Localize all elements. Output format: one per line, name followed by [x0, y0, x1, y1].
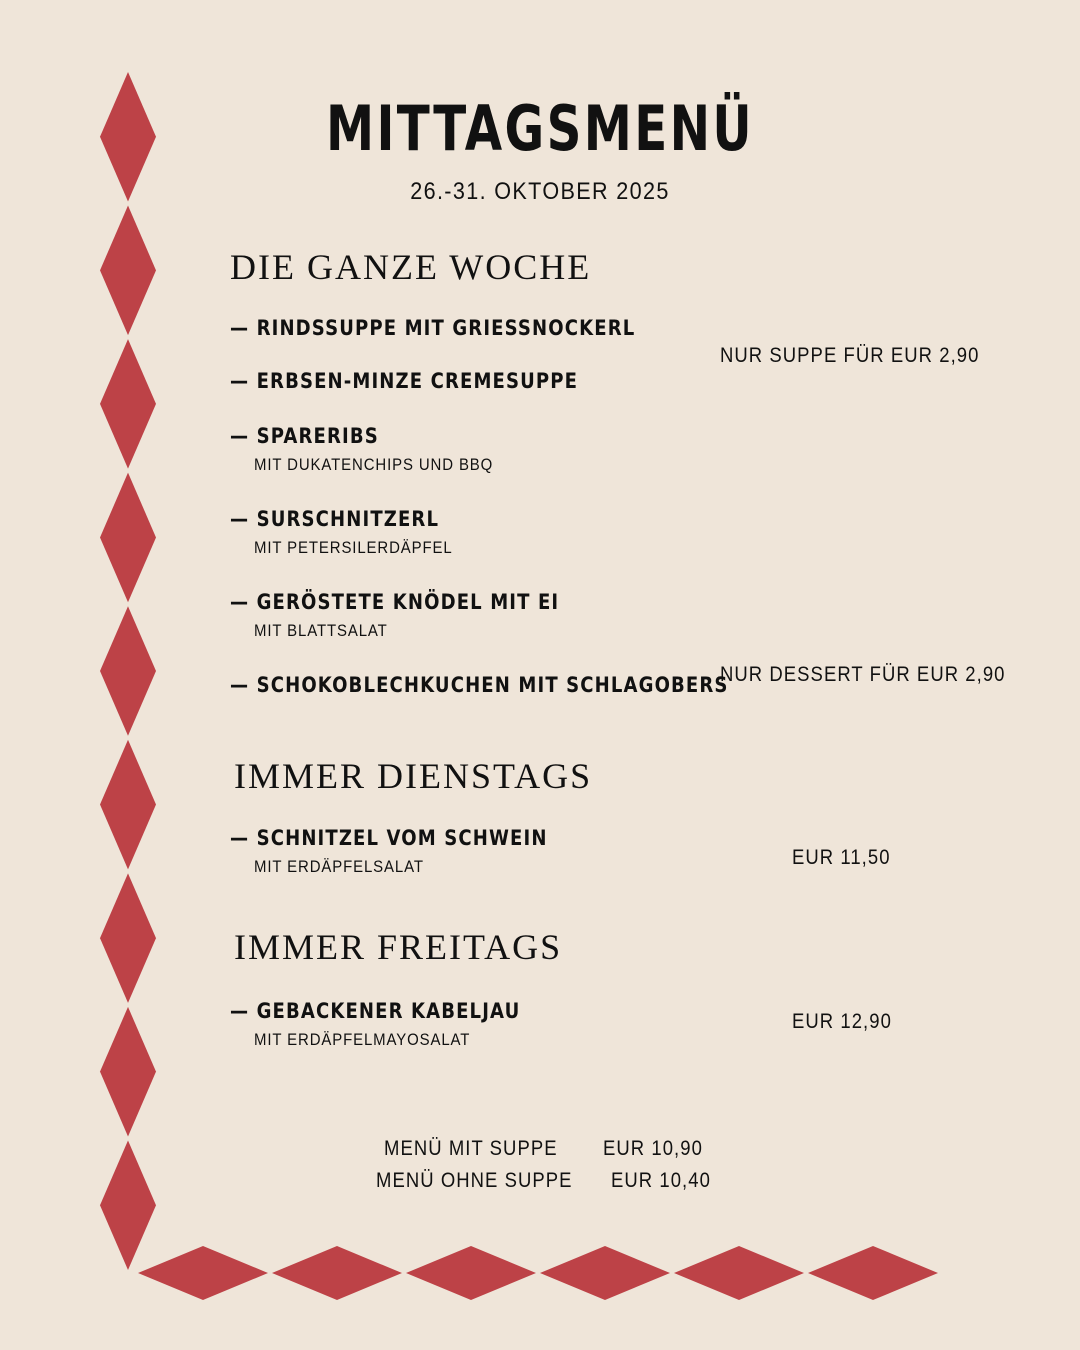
menu-item	[230, 369, 635, 393]
menu-with-soup-price: EUR 10,90	[603, 1137, 703, 1160]
diamond-shape	[100, 339, 156, 469]
menu-item-side: MIT PETERSILERDÄPFEL	[254, 538, 453, 557]
diamond-shape	[100, 473, 156, 603]
soup-only-price: NUR SUPPE FÜR EUR 2,90	[720, 344, 980, 367]
menu-item-side: MIT ERDÄPFELSALAT	[254, 857, 424, 876]
menu-item-side: MIT DUKATENCHIPS UND BBQ	[254, 455, 494, 474]
diamond-shape	[272, 1246, 402, 1300]
menu-without-soup-price: EUR 10,40	[611, 1169, 711, 1192]
page-title: MITTAGSMENÜ	[325, 92, 755, 165]
menu-item-name: — GERÖSTETE KNÖDEL MIT EI	[230, 590, 560, 614]
menu-item	[230, 590, 613, 641]
diamond-shape	[138, 1246, 268, 1300]
menu-item	[230, 826, 599, 877]
diamond-shape	[100, 873, 156, 1003]
menu-item-side: MIT BLATTSALAT	[254, 621, 388, 640]
date-range: 26.-31. OKTOBER 2025	[410, 178, 670, 205]
menu-item-name: — GEBACKENER KABELJAU	[230, 999, 521, 1023]
menu-item-name: — SCHNITZEL VOM SCHWEIN	[230, 826, 548, 850]
menu-item-name: — SURSCHNITZERL	[230, 507, 440, 531]
diamond-shape	[674, 1246, 804, 1300]
left-diamond-column	[100, 72, 156, 1270]
diamond-shape	[100, 1007, 156, 1137]
menu-item	[230, 507, 480, 558]
menu-with-soup-label: MENÜ MIT SUPPE	[384, 1137, 558, 1160]
menu-item-side: MIT ERDÄPFELMAYOSALAT	[254, 1030, 471, 1049]
diamond-shape	[540, 1246, 670, 1300]
menu-item-name: — ERBSEN-MINZE CREMESUPPE	[230, 369, 579, 393]
section-title-die-ganze-woche: DIE GANZE WOCHE	[230, 247, 592, 287]
menu-item-price: EUR 11,50	[792, 846, 891, 869]
diamond-shape	[100, 206, 156, 336]
bottom-diamond-row	[138, 1246, 938, 1300]
section-title-immer-dienstags: IMMER DIENSTAGS	[234, 756, 593, 796]
menu-item	[230, 999, 568, 1050]
section-title-immer-freitags: IMMER FREITAGS	[234, 927, 563, 967]
diamond-shape	[100, 1140, 156, 1270]
menu-item-name: — SPARERIBS	[230, 424, 379, 448]
menu-item	[230, 424, 526, 475]
menu-without-soup-label: MENÜ OHNE SUPPE	[376, 1169, 573, 1192]
menu-item-price: EUR 12,90	[792, 1010, 892, 1033]
dessert-only-price: NUR DESSERT FÜR EUR 2,90	[720, 663, 1006, 686]
diamond-shape	[100, 740, 156, 870]
menu-item-name: — RINDSSUPPE MIT GRIESSNOCKERL	[230, 316, 636, 340]
diamond-shape	[406, 1246, 536, 1300]
diamond-shape	[808, 1246, 938, 1300]
diamond-shape	[100, 606, 156, 736]
menu-item	[230, 316, 701, 340]
menu-item-name: — SCHOKOBLECHKUCHEN MIT SCHLAGOBERS	[230, 673, 729, 697]
